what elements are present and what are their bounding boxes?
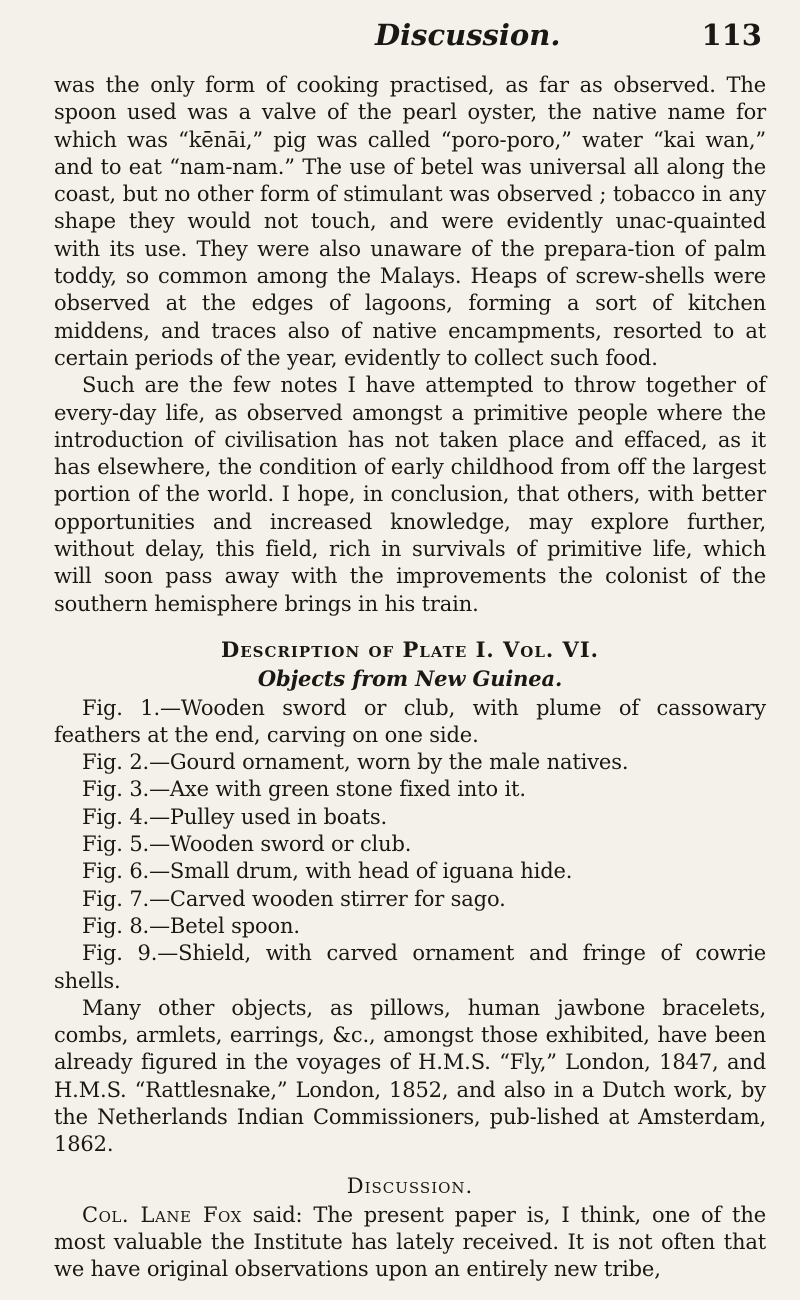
page-number: 113 xyxy=(701,18,762,52)
plate-description-heading: Description of Plate I. Vol. VI. xyxy=(221,636,599,662)
figure-caption-7: Fig. 7.—Carved wooden stirrer for sago. xyxy=(82,886,506,911)
figure-caption-9: Fig. 9.—Shield, with carved ornament and fringe of cowrie shells. xyxy=(54,941,766,993)
figure-caption-8: Fig. 8.—Betel spoon. xyxy=(82,913,300,938)
figure-caption-4: Fig. 4.—Pulley used in boats. xyxy=(82,804,388,829)
paragraph-conclusion: Such are the few notes I have attempted to throw together of every-day life, as observed amongst a primitive people where the introduction of civilisation has not taken place and effaced, as it has elsewhere, the condition of early childhood from off the largest portion of the world. I hope, in conclusion, that others, with better opportunities and increased knowledge, may explore further, without delay, this field, rich in survivals of primitive life, which will soon pass away with the improvements the colonist of the southern hemisphere brings in his train. xyxy=(54,373,766,616)
running-head xyxy=(40,16,762,56)
figure-caption-2: Fig. 2.—Gourd ornament, worn by the male natives. xyxy=(82,750,629,775)
paragraph-cooking: was the only form of cooking practised, as far as observed. The spoon used was a valve of the pearl oyster, the native name for which was “kēnāi,” pig was called “poro-poro,” water “kai wan,” and to eat “nam-nam.” The use of betel was universal all along the coast, but no other form of stimulant was observed ; tobacco in any shape they would not touch, and were evidently unac-quainted with its use. They were also unaware of the prepara-tion of palm toddy, so common among the Malays. Heaps of screw-shells were observed at the edges of lagoons, forming a sort of kitchen middens, and traces also of native encampments, resorted to at certain periods of the year, evidently to collect such food. xyxy=(54,73,766,370)
paragraph-other-objects: Many other objects, as pillows, human jawbone bracelets, combs, armlets, earrings, &c., amongst those exhibited, have been already figured in the voyages of H.M.S. “Fly,” London, 1847, and H.M.S. “Rattlesnake,” London, 1852, and also in a Dutch work, by the Netherlands Indian Commissioners, pub-lished at Amsterdam, 1862. xyxy=(54,995,766,1157)
running-title: Discussion. xyxy=(375,18,561,52)
plate-subheading: Objects from New Guinea. xyxy=(257,666,563,692)
speaker-name: Col. Lane Fox xyxy=(82,1202,242,1227)
discussion-heading: Discussion. xyxy=(346,1173,474,1198)
paragraph-discussion xyxy=(54,1202,766,1284)
figure-caption-3: Fig. 3.—Axe with green stone fixed into it. xyxy=(82,777,526,802)
figure-caption-6: Fig. 6.—Small drum, with head of iguana hide. xyxy=(82,859,573,884)
discussion-text: said: The present paper is, I think, one of the most valuable the Institute has lately received. It is not often that we have original observations upon an entirely new tribe, xyxy=(54,1202,766,1282)
body-text xyxy=(54,72,766,1284)
figure-caption-5: Fig. 5.—Wooden sword or club. xyxy=(82,832,412,857)
figure-caption-1: Fig. 1.—Wooden sword or club, with plume of cassowary feathers at the end, carving on one side. xyxy=(54,695,766,747)
